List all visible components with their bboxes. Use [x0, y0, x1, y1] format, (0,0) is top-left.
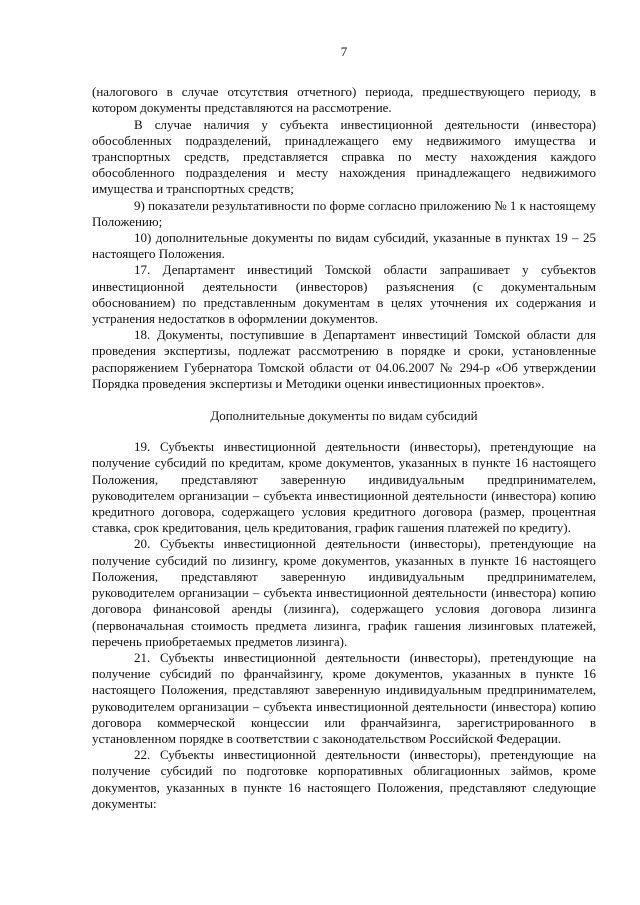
paragraph: В случае наличия у субъекта инвестиционной деятельности (инвестора) обособленных подразделений, принадлежащего ему недвижимого имущества и транспортных средств, представляется справка по месту нахождения каждого обособленного подразделения и месту нахождения принадлежащего недвижимого имущества и транспортных средств; — [92, 116, 596, 197]
paragraph: 22. Субъекты инвестиционной деятельности (инвесторы), претендующие на получение субсидий по подготовке корпоративных облигационных займов, кроме документов, указанных в пункте 16 настоящего Положения, представляют следующие документы: — [92, 747, 596, 811]
paragraph: 19. Субъекты инвестиционной деятельности (инвесторы), претендующие на получение субсидий по кредитам, кроме документов, указанных в пункте 16 настоящего Положения, представляют заверенную индивидуальным предпринимателем, руководителем организации – субъекта инвестиционной деятельности (инвестора) копию кредитного договора, содержащего условия кредитного договора (размер, процентная ставка, срок кредитования, цель кредитования, график гашения платежей по кредиту). — [92, 439, 596, 536]
body-text-top — [92, 84, 596, 392]
body-text-bottom — [92, 439, 596, 812]
page-number: 7 — [340, 44, 348, 59]
paragraph: 17. Департамент инвестиций Томской области запрашивает у субъектов инвестиционной деятельности (инвесторов) разъяснения (с документальным обоснованием) по представленным документам в целях уточнения их содержания и устранения недостатков в оформлении документов. — [92, 262, 596, 327]
paragraph: 21. Субъекты инвестиционной деятельности (инвесторы), претендующие на получение субсидий по франчайзингу, кроме документов, указанных в пункте 16 настоящего Положения, представляют заверенную индивидуальным предпринимателем, руководителем организации – субъекта инвестиционной деятельности (инвестора) копию договора коммерческой концессии или франчайзинга, зарегистрированного в установленном порядке в соответствии с законодательством Российской Федерации. — [92, 649, 596, 746]
section-heading: Дополнительные документы по видам субсидий — [210, 408, 478, 424]
paragraph: 18. Документы, поступившие в Департамент инвестиций Томской области для проведения экспертизы, подлежат рассмотрению в порядке и сроки, установленные распоряжением Губернатора Томской области от 04.06.2007 № 294-р «Об утверждении Порядка проведения экспертизы и Методики оценки инвестиционных проектов». — [92, 327, 596, 391]
paragraph: 9) показатели результативности по форме согласно приложению № 1 к настоящему Положению; — [92, 197, 596, 229]
paragraph: (налогового в случае отсутствия отчетного) периода, предшествующего периоду, в котором документы представляются на рассмотрение. — [92, 84, 596, 116]
paragraph: 10) дополнительные документы по видам субсидий, указанные в пунктах 19 – 25 настоящего Положения. — [92, 230, 596, 262]
paragraph: 20. Субъекты инвестиционной деятельности (инвесторы), претендующие на получение субсидий по лизингу, кроме документов, указанных в пункте 16 настоящего Положения, представляют заверенную индивидуальным предпринимателем, руководителем организации – субъекта инвестиционной деятельности (инвестора) копию договора финансовой аренды (лизинга), содержащего условия договора лизинга (первоначальная стоимость предмета лизинга, график гашения лизинговых платежей, перечень приобретаемых предметов лизинга). — [92, 536, 596, 649]
